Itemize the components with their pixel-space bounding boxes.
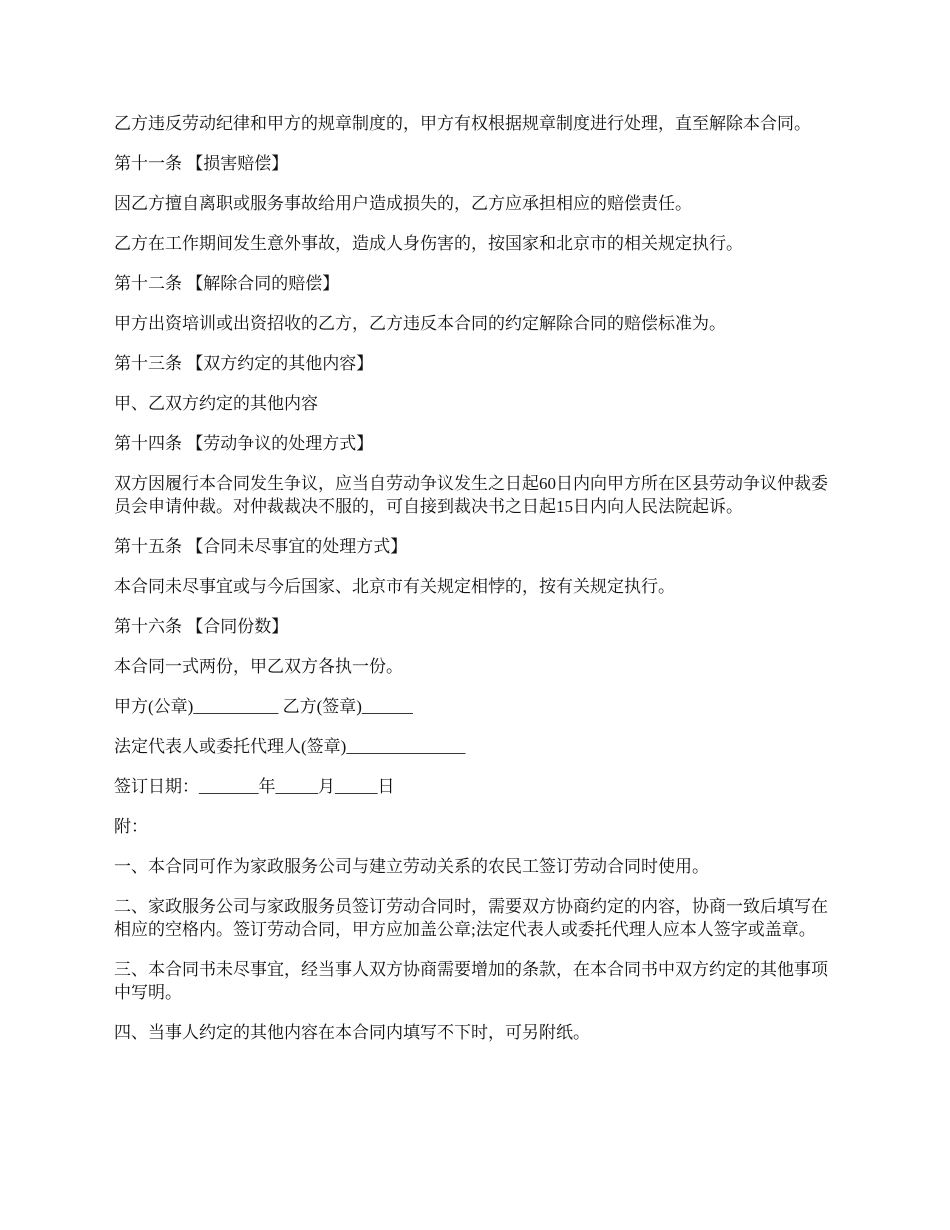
article-14-heading: 第十四条 【劳动争议的处理方式】	[114, 434, 374, 453]
signature-line-parties: 甲方(公章)__________ 乙方(签章)______	[114, 697, 413, 716]
signing-date-line: 签订日期：_______年_____月_____日	[114, 777, 395, 796]
paragraph-other-terms: 甲、乙双方约定的其他内容	[114, 394, 318, 413]
paragraph-dispute-resolution: 双方因履行本合同发生争议，应当自劳动争议发生之日起60日内向甲方所在区县劳动争议仲裁委员会申请仲裁。对仲裁裁决不服的，可自接到裁决书之日起15日内向人民法院起诉。	[114, 474, 828, 516]
article-15-heading: 第十五条 【合同未尽事宜的处理方式】	[114, 537, 408, 556]
appendix-note-3: 三、本合同书未尽事宜，经当事人双方协商需要增加的条款，在本合同书中双方约定的其他事项中写明。	[114, 960, 828, 1002]
appendix-note-1: 一、本合同可作为家政服务公司与建立劳动关系的农民工签订劳动合同时使用。	[114, 857, 709, 876]
paragraph-unresolved-matters: 本合同未尽事宜或与今后国家、北京市有关规定相悖的，按有关规定执行。	[114, 577, 675, 596]
appendix-note-4: 四、当事人约定的其他内容在本合同内填写不下时，可另附纸。	[114, 1023, 590, 1042]
article-16-heading: 第十六条 【合同份数】	[114, 617, 289, 636]
article-13-heading: 第十三条 【双方约定的其他内容】	[114, 354, 374, 373]
paragraph-violation-clause: 乙方违反劳动纪律和甲方的规章制度的，甲方有权根据规章制度进行处理，直至解除本合同。	[114, 114, 811, 133]
article-11-heading: 第十一条 【损害赔偿】	[114, 154, 289, 173]
paragraph-training-compensation: 甲方出资培训或出资招收的乙方，乙方违反本合同的约定解除合同的赔偿标准为。	[114, 314, 726, 333]
paragraph-damage-liability: 因乙方擅自离职或服务事故给用户造成损失的，乙方应承担相应的赔偿责任。	[114, 194, 692, 213]
article-12-heading: 第十二条 【解除合同的赔偿】	[114, 274, 340, 293]
appendix-note-2: 二、家政服务公司与家政服务员签订劳动合同时，需要双方协商约定的内容，协商一致后填写在相应的空格内。签订劳动合同，甲方应加盖公章;法定代表人或委托代理人应本人签字或盖章。	[114, 897, 828, 939]
appendix-heading: 附：	[114, 817, 148, 836]
document-body	[114, 112, 844, 1061]
signature-line-representative: 法定代表人或委托代理人(签章)______________	[114, 737, 466, 756]
paragraph-copies: 本合同一式两份，甲乙双方各执一份。	[114, 657, 403, 676]
paragraph-accident-injury: 乙方在工作期间发生意外事故，造成人身伤害的，按国家和北京市的相关规定执行。	[114, 234, 743, 253]
